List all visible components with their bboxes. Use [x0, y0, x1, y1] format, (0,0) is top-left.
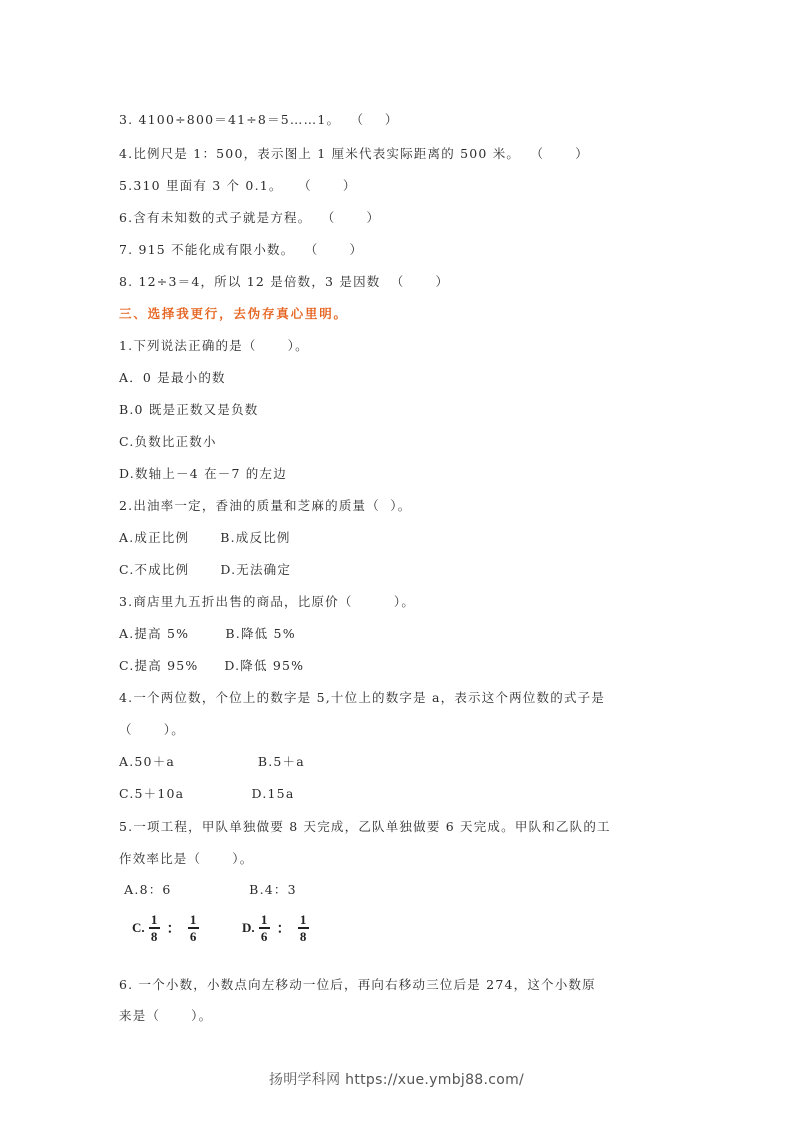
fraction-denominator: 8: [299, 928, 307, 944]
choice-6-stem-line2: 来是（ ）。: [119, 1008, 213, 1023]
choice-5-stem-line2: 作效率比是（ ）。: [119, 851, 254, 866]
fraction-denominator: 6: [260, 928, 268, 944]
choice-3-stem: 3.商店里九五折出售的商品，比原价（ ）。: [119, 594, 416, 609]
judgement-item-6: 6.含有未知数的式子就是方程。 （ ）: [119, 210, 381, 225]
choice-4-stem-line2: （ ）。: [119, 722, 185, 737]
fraction-one-sixth: [188, 912, 199, 943]
choice-1-option-b: B.0 既是正数又是负数: [119, 402, 259, 417]
judgement-item-8: 8. 12÷3＝4，所以 12 是倍数，3 是因数 （ ）: [119, 274, 450, 289]
section-heading-choice: 三、选择我更行，去伪存真心里明。: [119, 306, 348, 321]
footer-watermark: 扬明学科网 https://xue.ymbj88.com/: [268, 1072, 525, 1088]
judgement-item-7: 7. 915 不能化成有限小数。 （ ）: [119, 242, 364, 257]
choice-5-options-ab: A.8：6 B.4：3: [119, 882, 297, 897]
choice-4-stem-line1: 4.一个两位数，个位上的数字是 5,十位上的数字是 a，表示这个两位数的式子是: [119, 690, 606, 705]
fraction-numerator: 1: [150, 912, 158, 928]
fraction-one-eighth: [149, 912, 160, 943]
fraction-numerator: 1: [299, 912, 307, 928]
choice-2-options-ab: A.成正比例 B.成反比例: [119, 530, 291, 545]
fraction-numerator: 1: [260, 912, 268, 928]
option-c-letter: C.: [132, 920, 145, 935]
choice-3-options-cd: C.提高 95% D.降低 95%: [119, 658, 305, 673]
judgement-item-4: 4.比例尺是 1：500，表示图上 1 厘米代表实际距离的 500 米。 （ ）: [119, 146, 589, 161]
fraction-numerator: 1: [189, 912, 197, 928]
choice-1-option-d: D.数轴上－4 在－7 的左边: [119, 466, 287, 481]
ratio-colon: ：: [166, 922, 181, 937]
choice-4-options-cd: C.5＋10a D.15a: [119, 786, 295, 801]
choice-3-options-ab: A.提高 5% B.降低 5%: [119, 626, 296, 641]
choice-2-stem: 2.出油率一定，香油的质量和芝麻的质量（ ）。: [119, 498, 412, 513]
choice-5-option-c: [132, 910, 203, 946]
fraction-one-eighth: [298, 912, 309, 943]
choice-5-stem-line1: 5.一项工程，甲队单独做要 8 天完成，乙队单独做要 6 天完成。甲队和乙队的工: [119, 819, 611, 834]
option-d-letter: D.: [242, 920, 255, 935]
judgement-item-3: 3. 4100÷800＝41÷8＝5……1。 （ ）: [119, 112, 399, 127]
choice-1-option-a: A．0 是最小的数: [119, 370, 226, 385]
choice-1-stem: 1.下列说法正确的是（ ）。: [119, 338, 309, 353]
choice-1-option-c: C.负数比正数小: [119, 434, 217, 449]
choice-6-stem-line1: 6. 一个小数，小数点向左移动一位后，再向右移动三位后是 274，这个小数原: [119, 977, 596, 992]
fraction-one-sixth: [259, 912, 270, 943]
choice-4-options-ab: A.50＋a B.5＋a: [119, 754, 305, 769]
choice-5-option-d: [242, 910, 313, 946]
ratio-colon: ：: [276, 922, 291, 937]
fraction-denominator: 6: [189, 928, 197, 944]
judgement-item-5: 5.310 里面有 3 个 0.1。 （ ）: [119, 178, 357, 193]
fraction-denominator: 8: [150, 928, 158, 944]
choice-2-options-cd: C.不成比例 D.无法确定: [119, 562, 292, 577]
